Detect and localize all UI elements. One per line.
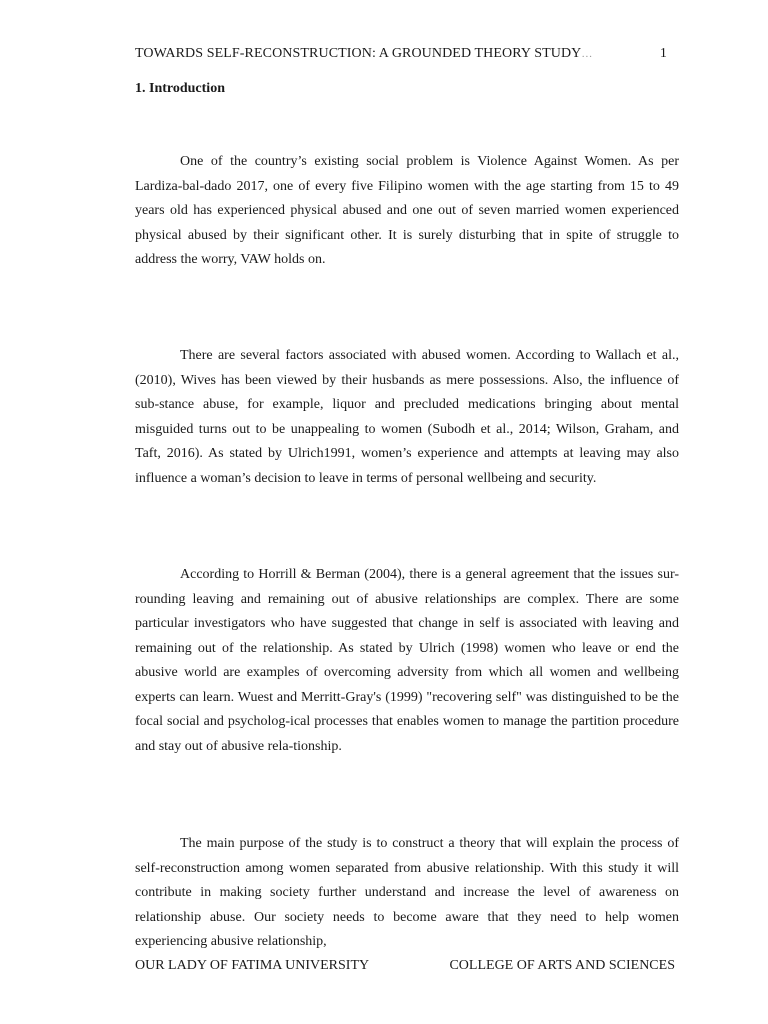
footer-university: OUR LADY OF FATIMA UNIVERSITY bbox=[135, 958, 370, 973]
body-paragraph-4: The main purpose of the study is to construct a theory that will explain the process of self-reconstruction among women separated from abusive relationship. With this study it will contribute in making society further understand and increase the level of awareness on relationship abuse. Our society needs to become aware that they need to help women experiencing abusive relationship, bbox=[135, 836, 679, 949]
running-title bbox=[135, 46, 592, 62]
truncation-mark: … bbox=[581, 48, 593, 60]
footer-college: COLLEGE OF ARTS AND SCIENCES bbox=[449, 958, 675, 973]
body-paragraph-1: One of the country’s existing social problem is Violence Against Women. As per Lardiza-bal-dado 2017, one of every five Filipino women with the age starting from 15 to 49 years old has experienced physical abused and one out of seven married women experienced physical abused by their significant other. It is surely disturbing that in spite of struggle to address the worry, VAW holds on. bbox=[135, 154, 679, 267]
running-title-text: TOWARDS SELF-RECONSTRUCTION: A GROUNDED THEORY STUDY bbox=[135, 46, 582, 61]
page-number: 1 bbox=[659, 46, 667, 61]
page-footer bbox=[135, 958, 675, 978]
body-paragraph-3: According to Horrill & Berman (2004), there is a general agreement that the issues sur-rounding leaving and remaining out of abusive relationships are complex. There are some particular investigators who have suggested that change in self is associated with leaving and remaining out of the relationship. As stated by Ulrich (1998) women who leave or end the abusive world are examples of overcoming adversity from which all women and wellbeing experts can learn. Wuest and Merritt-Gray's (1999) "recovering self" was distinguished to be the focal social and psycholog-ical processes that enables women to manage the partition procedure and stay out of abusive rela-tionship. bbox=[135, 567, 679, 754]
section-heading: 1. Introduction bbox=[135, 81, 225, 96]
body-paragraph-2: There are several factors associated with abused women. According to Wallach et al., (2010), Wives has been viewed by their husbands as mere possessions. Also, the influence of sub-stance abuse, for example, liquor and precluded medications bringing about mental misguided turns out to be unappealing to women (Subodh et al., 2014; Wilson, Graham, and Taft, 2016). As stated by Ulrich1991, women’s experience and attempts at leaving may also influence a woman’s decision to leave in terms of personal wellbeing and security. bbox=[135, 348, 679, 486]
running-header bbox=[135, 46, 675, 66]
